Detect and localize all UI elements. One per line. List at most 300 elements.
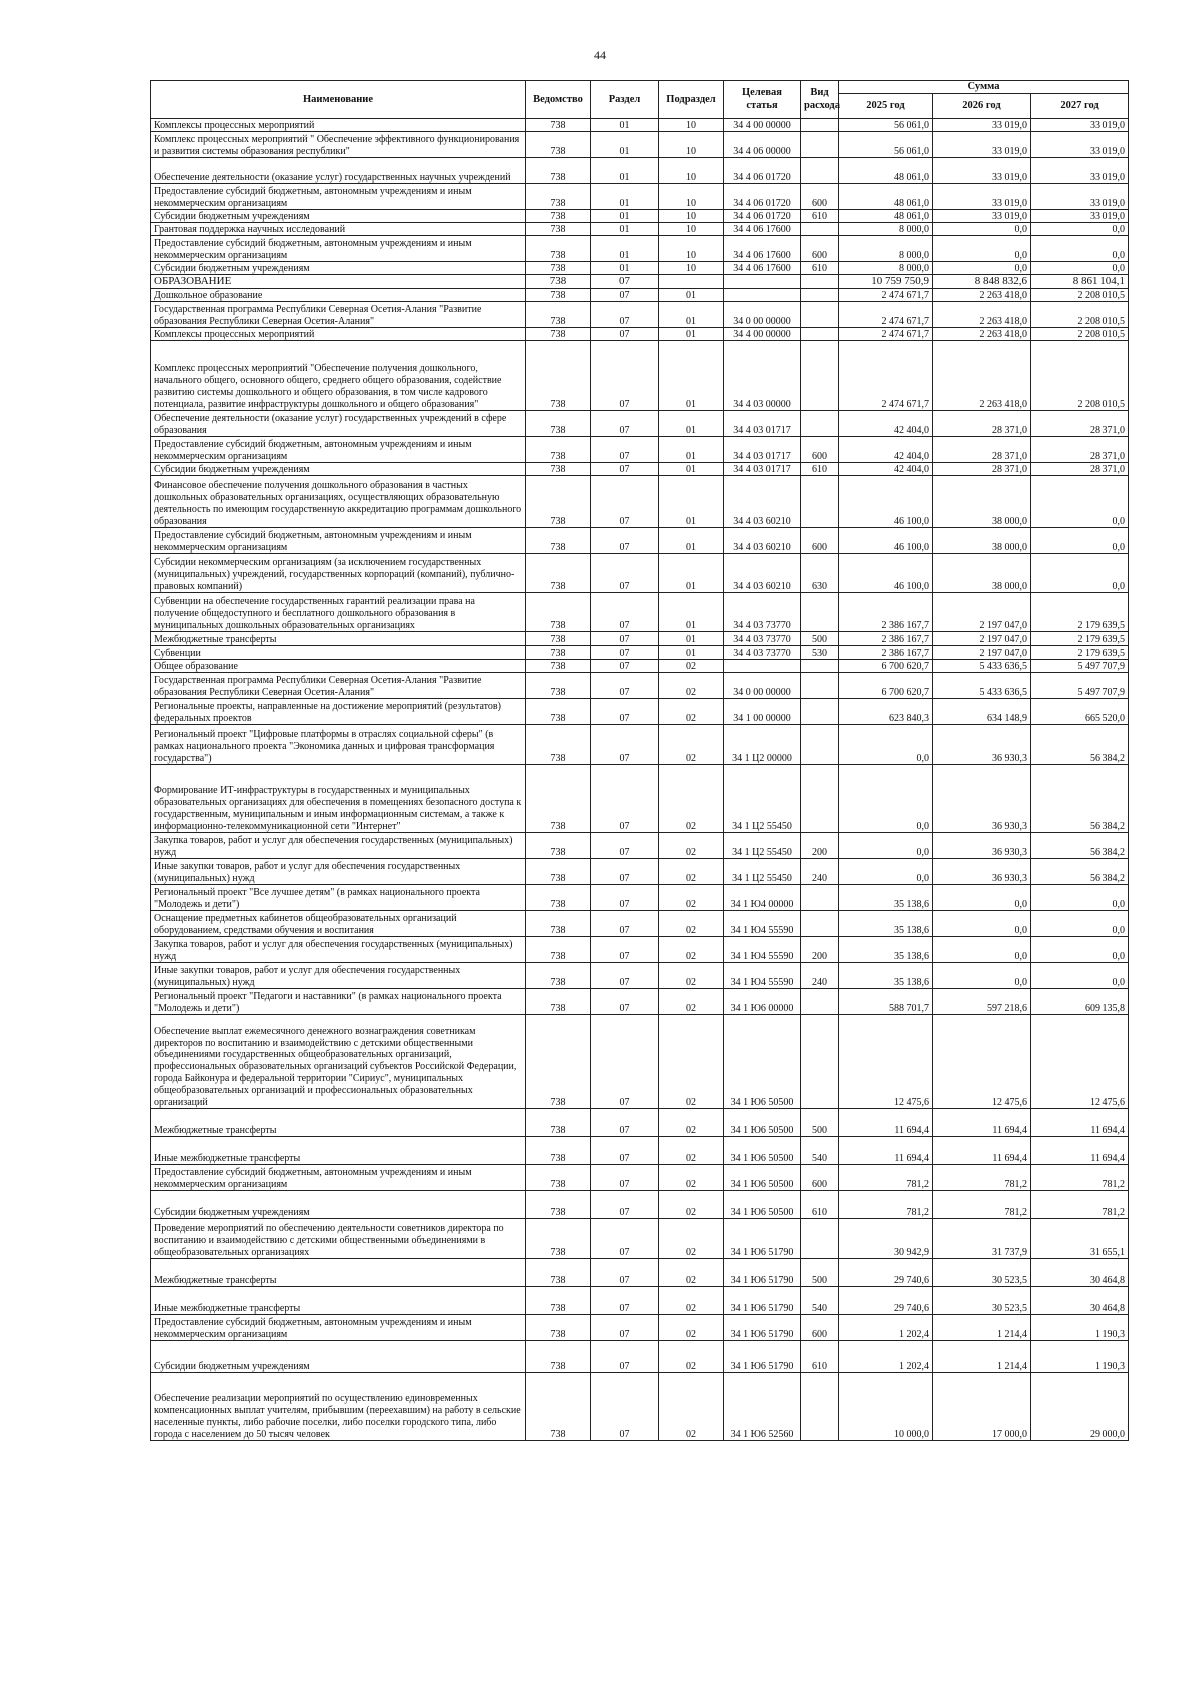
cell-razdel: 01 — [591, 158, 659, 184]
cell-vid-rashoda — [801, 1373, 839, 1441]
cell-sum-2026: 0,0 — [933, 885, 1031, 911]
cell-sum-2026: 634 148,9 — [933, 699, 1031, 725]
cell-razdel: 07 — [591, 963, 659, 989]
cell-vid-rashoda — [801, 411, 839, 437]
cell-sum-2026: 0,0 — [933, 963, 1031, 989]
cell-sum-2026: 36 930,3 — [933, 765, 1031, 833]
cell-vid-rashoda — [801, 1219, 839, 1259]
cell-celevaya-statya: 34 1 Ц2 00000 — [724, 725, 801, 765]
cell-podrazdel: 01 — [659, 463, 724, 476]
cell-razdel: 07 — [591, 328, 659, 341]
cell-sum-2025: 2 474 671,7 — [839, 341, 933, 411]
cell-sum-2025: 588 701,7 — [839, 989, 933, 1015]
cell-razdel: 07 — [591, 1137, 659, 1165]
cell-vedomstvo: 738 — [526, 911, 591, 937]
cell-sum-2026: 36 930,3 — [933, 833, 1031, 859]
cell-vedomstvo: 738 — [526, 1259, 591, 1287]
cell-sum-2025: 42 404,0 — [839, 437, 933, 463]
header-razdel: Раздел — [591, 81, 659, 119]
cell-sum-2027: 11 694,4 — [1031, 1137, 1129, 1165]
cell-sum-2026: 33 019,0 — [933, 210, 1031, 223]
cell-vedomstvo: 738 — [526, 859, 591, 885]
cell-razdel: 07 — [591, 593, 659, 632]
cell-vedomstvo: 738 — [526, 765, 591, 833]
table-row — [151, 528, 1129, 554]
cell-podrazdel: 10 — [659, 223, 724, 236]
cell-sum-2026: 11 694,4 — [933, 1137, 1031, 1165]
cell-name: Субсидии бюджетным учреждениям — [151, 262, 526, 275]
cell-sum-2026: 28 371,0 — [933, 437, 1031, 463]
cell-celevaya-statya: 34 1 Ю6 50500 — [724, 1191, 801, 1219]
table-row — [151, 341, 1129, 411]
table-row — [151, 223, 1129, 236]
cell-podrazdel: 01 — [659, 437, 724, 463]
cell-sum-2026: 5 433 636,5 — [933, 673, 1031, 699]
table-row — [151, 699, 1129, 725]
cell-vid-rashoda: 600 — [801, 528, 839, 554]
cell-podrazdel: 01 — [659, 646, 724, 660]
cell-name: Предоставление субсидий бюджетным, автономным учреждениям и иным некоммерческим организациям — [151, 528, 526, 554]
cell-celevaya-statya: 34 1 Ю6 00000 — [724, 989, 801, 1015]
cell-sum-2025: 10 000,0 — [839, 1373, 933, 1441]
cell-razdel: 07 — [591, 632, 659, 646]
cell-podrazdel: 02 — [659, 989, 724, 1015]
cell-vedomstvo: 738 — [526, 963, 591, 989]
cell-podrazdel: 02 — [659, 725, 724, 765]
cell-razdel: 01 — [591, 132, 659, 158]
cell-celevaya-statya — [724, 289, 801, 302]
cell-vid-rashoda — [801, 119, 839, 132]
cell-sum-2026: 781,2 — [933, 1165, 1031, 1191]
header-vid-rashoda: Вид расхода — [801, 81, 839, 119]
cell-sum-2027: 56 384,2 — [1031, 833, 1129, 859]
cell-sum-2025: 1 202,4 — [839, 1315, 933, 1341]
cell-podrazdel: 01 — [659, 411, 724, 437]
cell-sum-2025: 35 138,6 — [839, 885, 933, 911]
cell-sum-2025: 2 474 671,7 — [839, 302, 933, 328]
cell-name: Государственная программа Республики Северная Осетия-Алания "Развитие образования Республики Северная Осетия-Алания" — [151, 302, 526, 328]
header-2027: 2027 год — [1031, 94, 1129, 119]
cell-sum-2025: 48 061,0 — [839, 210, 933, 223]
cell-podrazdel: 02 — [659, 1315, 724, 1341]
cell-razdel: 07 — [591, 1315, 659, 1341]
cell-podrazdel: 10 — [659, 184, 724, 210]
cell-sum-2027: 12 475,6 — [1031, 1015, 1129, 1109]
cell-sum-2025: 46 100,0 — [839, 476, 933, 528]
cell-vid-rashoda: 600 — [801, 437, 839, 463]
cell-sum-2027: 2 179 639,5 — [1031, 593, 1129, 632]
cell-vid-rashoda — [801, 725, 839, 765]
cell-razdel: 07 — [591, 476, 659, 528]
cell-sum-2026: 0,0 — [933, 236, 1031, 262]
cell-sum-2026: 33 019,0 — [933, 184, 1031, 210]
cell-sum-2026: 2 197 047,0 — [933, 646, 1031, 660]
cell-name: Межбюджетные трансферты — [151, 632, 526, 646]
cell-vid-rashoda: 600 — [801, 236, 839, 262]
cell-razdel: 07 — [591, 341, 659, 411]
cell-vid-rashoda: 610 — [801, 463, 839, 476]
cell-podrazdel: 01 — [659, 528, 724, 554]
table-row — [151, 1219, 1129, 1259]
table-row — [151, 289, 1129, 302]
budget-table — [150, 80, 1129, 1441]
cell-sum-2025: 0,0 — [839, 765, 933, 833]
cell-celevaya-statya: 34 1 Ю6 51790 — [724, 1219, 801, 1259]
cell-sum-2025: 2 474 671,7 — [839, 289, 933, 302]
cell-celevaya-statya: 34 4 03 73770 — [724, 593, 801, 632]
table-row — [151, 275, 1129, 289]
cell-sum-2025: 2 386 167,7 — [839, 632, 933, 646]
cell-celevaya-statya: 34 4 06 01720 — [724, 210, 801, 223]
table-row — [151, 411, 1129, 437]
cell-vedomstvo: 738 — [526, 1109, 591, 1137]
cell-razdel: 07 — [591, 554, 659, 593]
cell-sum-2025: 56 061,0 — [839, 119, 933, 132]
cell-sum-2025: 2 474 671,7 — [839, 328, 933, 341]
cell-sum-2027: 0,0 — [1031, 963, 1129, 989]
cell-celevaya-statya: 34 4 06 17600 — [724, 236, 801, 262]
header-vedomstvo: Ведомство — [526, 81, 591, 119]
cell-razdel: 07 — [591, 673, 659, 699]
table-row — [151, 885, 1129, 911]
cell-sum-2026: 0,0 — [933, 262, 1031, 275]
cell-vid-rashoda: 610 — [801, 210, 839, 223]
cell-razdel: 07 — [591, 1341, 659, 1373]
cell-name: Дошкольное образование — [151, 289, 526, 302]
cell-vedomstvo: 738 — [526, 223, 591, 236]
cell-vid-rashoda: 610 — [801, 262, 839, 275]
cell-razdel: 07 — [591, 437, 659, 463]
cell-sum-2027: 28 371,0 — [1031, 463, 1129, 476]
cell-name: Региональный проект "Цифровые платформы в отраслях социальной сферы" (в рамках национального проекта "Экономика данных и цифровая трансформация государства") — [151, 725, 526, 765]
cell-sum-2025: 0,0 — [839, 725, 933, 765]
table-row — [151, 1109, 1129, 1137]
cell-vid-rashoda: 200 — [801, 937, 839, 963]
cell-vid-rashoda — [801, 673, 839, 699]
table-row — [151, 1191, 1129, 1219]
table-row — [151, 328, 1129, 341]
cell-sum-2026: 38 000,0 — [933, 528, 1031, 554]
table-row — [151, 119, 1129, 132]
cell-name: Общее образование — [151, 660, 526, 673]
cell-name: Грантовая поддержка научных исследований — [151, 223, 526, 236]
header-2026: 2026 год — [933, 94, 1031, 119]
cell-razdel: 01 — [591, 236, 659, 262]
cell-sum-2027: 33 019,0 — [1031, 158, 1129, 184]
cell-vid-rashoda — [801, 1015, 839, 1109]
cell-vedomstvo: 738 — [526, 725, 591, 765]
cell-name: Обеспечение деятельности (оказание услуг) государственных учреждений в сфере образования — [151, 411, 526, 437]
cell-name: Оснащение предметных кабинетов общеобразовательных организаций оборудованием, средствами обучения и воспитания — [151, 911, 526, 937]
cell-sum-2027: 33 019,0 — [1031, 132, 1129, 158]
table-row — [151, 262, 1129, 275]
cell-sum-2027: 2 179 639,5 — [1031, 646, 1129, 660]
cell-sum-2025: 8 000,0 — [839, 262, 933, 275]
cell-sum-2026: 12 475,6 — [933, 1015, 1031, 1109]
cell-celevaya-statya: 34 4 06 17600 — [724, 223, 801, 236]
cell-sum-2026: 1 214,4 — [933, 1341, 1031, 1373]
cell-name: Субсидии некоммерческим организациям (за исключением государственных (муниципальных) учреждений, государственных корпораций (компаний), публично-правовых компаний) — [151, 554, 526, 593]
table-row — [151, 184, 1129, 210]
cell-podrazdel: 01 — [659, 289, 724, 302]
cell-razdel: 07 — [591, 1165, 659, 1191]
cell-celevaya-statya: 34 1 Ю6 50500 — [724, 1165, 801, 1191]
cell-celevaya-statya: 34 4 06 17600 — [724, 262, 801, 275]
cell-sum-2026: 36 930,3 — [933, 859, 1031, 885]
cell-vedomstvo: 738 — [526, 593, 591, 632]
cell-razdel: 07 — [591, 1373, 659, 1441]
cell-vid-rashoda: 500 — [801, 632, 839, 646]
cell-celevaya-statya: 34 1 Ю6 50500 — [724, 1109, 801, 1137]
cell-name: Межбюджетные трансферты — [151, 1109, 526, 1137]
cell-razdel: 07 — [591, 302, 659, 328]
cell-vedomstvo: 738 — [526, 476, 591, 528]
cell-name: Региональные проекты, направленные на достижение мероприятий (результатов) федеральных проектов — [151, 699, 526, 725]
cell-name: Субсидии бюджетным учреждениям — [151, 1341, 526, 1373]
cell-name: Обеспечение реализации мероприятий по осуществлению единовременных компенсационных выплат учителям, прибывшим (переехавшим) на работу в сельские населенные пункты, либо рабочие поселки, либо поселки городского типа, либо города с населением до 50 тысяч человек — [151, 1373, 526, 1441]
cell-vid-rashoda — [801, 328, 839, 341]
cell-celevaya-statya: 34 4 03 01717 — [724, 463, 801, 476]
cell-vid-rashoda: 600 — [801, 1165, 839, 1191]
table-header — [151, 81, 1129, 119]
cell-name: Иные межбюджетные трансферты — [151, 1287, 526, 1315]
cell-sum-2027: 781,2 — [1031, 1191, 1129, 1219]
table-row — [151, 302, 1129, 328]
cell-podrazdel: 01 — [659, 554, 724, 593]
cell-razdel: 07 — [591, 885, 659, 911]
cell-sum-2025: 11 694,4 — [839, 1137, 933, 1165]
cell-name: Субсидии бюджетным учреждениям — [151, 1191, 526, 1219]
cell-razdel: 07 — [591, 1109, 659, 1137]
header-2025: 2025 год — [839, 94, 933, 119]
cell-vid-rashoda: 240 — [801, 963, 839, 989]
cell-sum-2026: 33 019,0 — [933, 158, 1031, 184]
cell-celevaya-statya: 34 4 03 01717 — [724, 437, 801, 463]
cell-podrazdel: 02 — [659, 673, 724, 699]
cell-sum-2025: 781,2 — [839, 1191, 933, 1219]
cell-sum-2027: 0,0 — [1031, 911, 1129, 937]
cell-name: Обеспечение выплат ежемесячного денежного вознаграждения советникам директоров по воспитанию и взаимодействию с детскими общественными объединениями государственных общеобразовательных организаций, профессиональных образовательных организаций субъектов Российской Федерации, города Байконура и федеральной территории "Сириус", муниципальных общеобразовательных организаций и профессиональных образовательных организаций — [151, 1015, 526, 1109]
cell-name: Комплекс процессных мероприятий "Обеспечение получения дошкольного, начального общего, основного общего, среднего общего образования, содействие развитию системы дошкольного и общего образования, в том числе кадрового потенциала, развитие инфраструктуры дошкольного и общего образования" — [151, 341, 526, 411]
cell-vid-rashoda — [801, 699, 839, 725]
cell-razdel: 01 — [591, 210, 659, 223]
cell-sum-2027: 5 497 707,9 — [1031, 660, 1129, 673]
table-row — [151, 463, 1129, 476]
cell-sum-2026: 0,0 — [933, 911, 1031, 937]
cell-sum-2026: 8 848 832,6 — [933, 275, 1031, 289]
cell-sum-2027: 0,0 — [1031, 223, 1129, 236]
cell-sum-2026: 2 263 418,0 — [933, 328, 1031, 341]
table-row — [151, 1259, 1129, 1287]
header-summa: Сумма — [839, 81, 1129, 94]
cell-vedomstvo: 738 — [526, 210, 591, 223]
cell-podrazdel: 10 — [659, 236, 724, 262]
cell-sum-2025: 35 138,6 — [839, 911, 933, 937]
cell-sum-2027: 29 000,0 — [1031, 1373, 1129, 1441]
cell-podrazdel: 01 — [659, 476, 724, 528]
table-row — [151, 132, 1129, 158]
cell-sum-2025: 0,0 — [839, 833, 933, 859]
cell-celevaya-statya: 34 4 00 00000 — [724, 119, 801, 132]
cell-podrazdel: 10 — [659, 119, 724, 132]
cell-sum-2026: 2 197 047,0 — [933, 632, 1031, 646]
cell-podrazdel: 01 — [659, 593, 724, 632]
cell-vedomstvo: 738 — [526, 1191, 591, 1219]
cell-razdel: 01 — [591, 262, 659, 275]
cell-sum-2027: 0,0 — [1031, 476, 1129, 528]
cell-name: Субвенции на обеспечение государственных гарантий реализации права на получение общедоступного и бесплатного дошкольного образования в муниципальных дошкольных образовательных организациях — [151, 593, 526, 632]
cell-name: Иные межбюджетные трансферты — [151, 1137, 526, 1165]
cell-podrazdel: 10 — [659, 132, 724, 158]
cell-vid-rashoda — [801, 302, 839, 328]
cell-sum-2025: 29 740,6 — [839, 1259, 933, 1287]
cell-vid-rashoda: 500 — [801, 1109, 839, 1137]
cell-celevaya-statya — [724, 275, 801, 289]
cell-razdel: 07 — [591, 937, 659, 963]
cell-vid-rashoda — [801, 911, 839, 937]
cell-sum-2026: 781,2 — [933, 1191, 1031, 1219]
cell-sum-2027: 1 190,3 — [1031, 1341, 1129, 1373]
cell-vedomstvo: 738 — [526, 937, 591, 963]
cell-name: Финансовое обеспечение получения дошкольного образования в частных дошкольных образовательных организациях, осуществляющих образовательную деятельность по имеющим государственную аккредитацию программам дошкольного образования — [151, 476, 526, 528]
cell-name: Государственная программа Республики Северная Осетия-Алания "Развитие образования Республики Северная Осетия-Алания" — [151, 673, 526, 699]
cell-vid-rashoda — [801, 989, 839, 1015]
cell-vid-rashoda: 200 — [801, 833, 839, 859]
table-row — [151, 911, 1129, 937]
cell-celevaya-statya: 34 1 Ю4 55590 — [724, 911, 801, 937]
cell-celevaya-statya: 34 1 Ц2 55450 — [724, 859, 801, 885]
cell-razdel: 07 — [591, 725, 659, 765]
cell-sum-2026: 36 930,3 — [933, 725, 1031, 765]
cell-sum-2026: 17 000,0 — [933, 1373, 1031, 1441]
table-row — [151, 437, 1129, 463]
cell-razdel: 07 — [591, 1219, 659, 1259]
cell-sum-2027: 0,0 — [1031, 937, 1129, 963]
cell-name: Межбюджетные трансферты — [151, 1259, 526, 1287]
cell-vedomstvo: 738 — [526, 699, 591, 725]
cell-razdel: 07 — [591, 1191, 659, 1219]
table-row — [151, 1137, 1129, 1165]
cell-sum-2027: 0,0 — [1031, 885, 1129, 911]
cell-name: Субсидии бюджетным учреждениям — [151, 463, 526, 476]
cell-vid-rashoda: 610 — [801, 1191, 839, 1219]
table-row — [151, 236, 1129, 262]
table-row — [151, 476, 1129, 528]
cell-sum-2026: 30 523,5 — [933, 1259, 1031, 1287]
cell-celevaya-statya: 34 4 03 60210 — [724, 554, 801, 593]
cell-podrazdel: 02 — [659, 660, 724, 673]
cell-celevaya-statya: 34 1 Ю6 50500 — [724, 1015, 801, 1109]
table-row — [151, 210, 1129, 223]
cell-name: Закупка товаров, работ и услуг для обеспечения государственных (муниципальных) нужд — [151, 833, 526, 859]
cell-vedomstvo: 738 — [526, 275, 591, 289]
cell-name: Закупка товаров, работ и услуг для обеспечения государственных (муниципальных) нужд — [151, 937, 526, 963]
cell-vedomstvo: 738 — [526, 184, 591, 210]
cell-podrazdel: 01 — [659, 341, 724, 411]
cell-sum-2025: 42 404,0 — [839, 411, 933, 437]
cell-razdel: 07 — [591, 911, 659, 937]
cell-podrazdel: 02 — [659, 1165, 724, 1191]
cell-podrazdel: 02 — [659, 699, 724, 725]
cell-vid-rashoda — [801, 132, 839, 158]
cell-name: Проведение мероприятий по обеспечению деятельности советников директора по воспитанию и взаимодействию с детскими общественными объединениями в общеобразовательных организациях — [151, 1219, 526, 1259]
cell-sum-2027: 30 464,8 — [1031, 1287, 1129, 1315]
cell-sum-2026: 1 214,4 — [933, 1315, 1031, 1341]
table-row — [151, 859, 1129, 885]
cell-sum-2026: 38 000,0 — [933, 476, 1031, 528]
cell-razdel: 07 — [591, 411, 659, 437]
table-row — [151, 673, 1129, 699]
cell-name: ОБРАЗОВАНИЕ — [151, 275, 526, 289]
cell-sum-2025: 11 694,4 — [839, 1109, 933, 1137]
cell-sum-2025: 0,0 — [839, 859, 933, 885]
table-row — [151, 1373, 1129, 1441]
cell-vid-rashoda — [801, 765, 839, 833]
cell-sum-2026: 0,0 — [933, 223, 1031, 236]
cell-sum-2025: 10 759 750,9 — [839, 275, 933, 289]
cell-sum-2027: 31 655,1 — [1031, 1219, 1129, 1259]
table-body — [151, 119, 1129, 1441]
cell-vid-rashoda: 540 — [801, 1137, 839, 1165]
cell-name: Комплекс процессных мероприятий " Обеспечение эффективного функционирования и развития системы образования республики" — [151, 132, 526, 158]
cell-celevaya-statya: 34 1 Ю4 55590 — [724, 937, 801, 963]
cell-sum-2025: 2 386 167,7 — [839, 593, 933, 632]
cell-vedomstvo: 738 — [526, 341, 591, 411]
cell-vedomstvo: 738 — [526, 1315, 591, 1341]
cell-vid-rashoda: 600 — [801, 1315, 839, 1341]
cell-podrazdel: 02 — [659, 937, 724, 963]
cell-podrazdel: 01 — [659, 302, 724, 328]
cell-celevaya-statya: 34 4 06 00000 — [724, 132, 801, 158]
cell-celevaya-statya — [724, 660, 801, 673]
cell-vedomstvo: 738 — [526, 236, 591, 262]
cell-vedomstvo: 738 — [526, 328, 591, 341]
table-row — [151, 632, 1129, 646]
cell-sum-2026: 31 737,9 — [933, 1219, 1031, 1259]
cell-razdel: 07 — [591, 289, 659, 302]
cell-vedomstvo: 738 — [526, 554, 591, 593]
cell-sum-2027: 2 179 639,5 — [1031, 632, 1129, 646]
cell-vid-rashoda — [801, 223, 839, 236]
cell-vid-rashoda — [801, 289, 839, 302]
cell-vedomstvo: 738 — [526, 1287, 591, 1315]
cell-sum-2025: 29 740,6 — [839, 1287, 933, 1315]
cell-name: Обеспечение деятельности (оказание услуг) государственных научных учреждений — [151, 158, 526, 184]
cell-vedomstvo: 738 — [526, 289, 591, 302]
cell-sum-2026: 2 263 418,0 — [933, 302, 1031, 328]
table-row — [151, 1341, 1129, 1373]
cell-vedomstvo: 738 — [526, 660, 591, 673]
cell-vid-rashoda: 630 — [801, 554, 839, 593]
cell-celevaya-statya: 34 1 Ю4 55590 — [724, 963, 801, 989]
table-row — [151, 554, 1129, 593]
cell-sum-2026: 597 218,6 — [933, 989, 1031, 1015]
cell-vedomstvo: 738 — [526, 437, 591, 463]
cell-podrazdel: 01 — [659, 632, 724, 646]
cell-podrazdel: 02 — [659, 885, 724, 911]
cell-name: Предоставление субсидий бюджетным, автономным учреждениям и иным некоммерческим организациям — [151, 184, 526, 210]
header-celevaya-statya: Целевая статья — [724, 81, 801, 119]
cell-razdel: 07 — [591, 275, 659, 289]
cell-vid-rashoda — [801, 275, 839, 289]
cell-sum-2027: 28 371,0 — [1031, 411, 1129, 437]
table-row — [151, 765, 1129, 833]
cell-sum-2027: 609 135,8 — [1031, 989, 1129, 1015]
cell-celevaya-statya: 34 4 03 73770 — [724, 646, 801, 660]
cell-celevaya-statya: 34 1 Ю6 50500 — [724, 1137, 801, 1165]
cell-razdel: 07 — [591, 1015, 659, 1109]
cell-sum-2025: 48 061,0 — [839, 158, 933, 184]
